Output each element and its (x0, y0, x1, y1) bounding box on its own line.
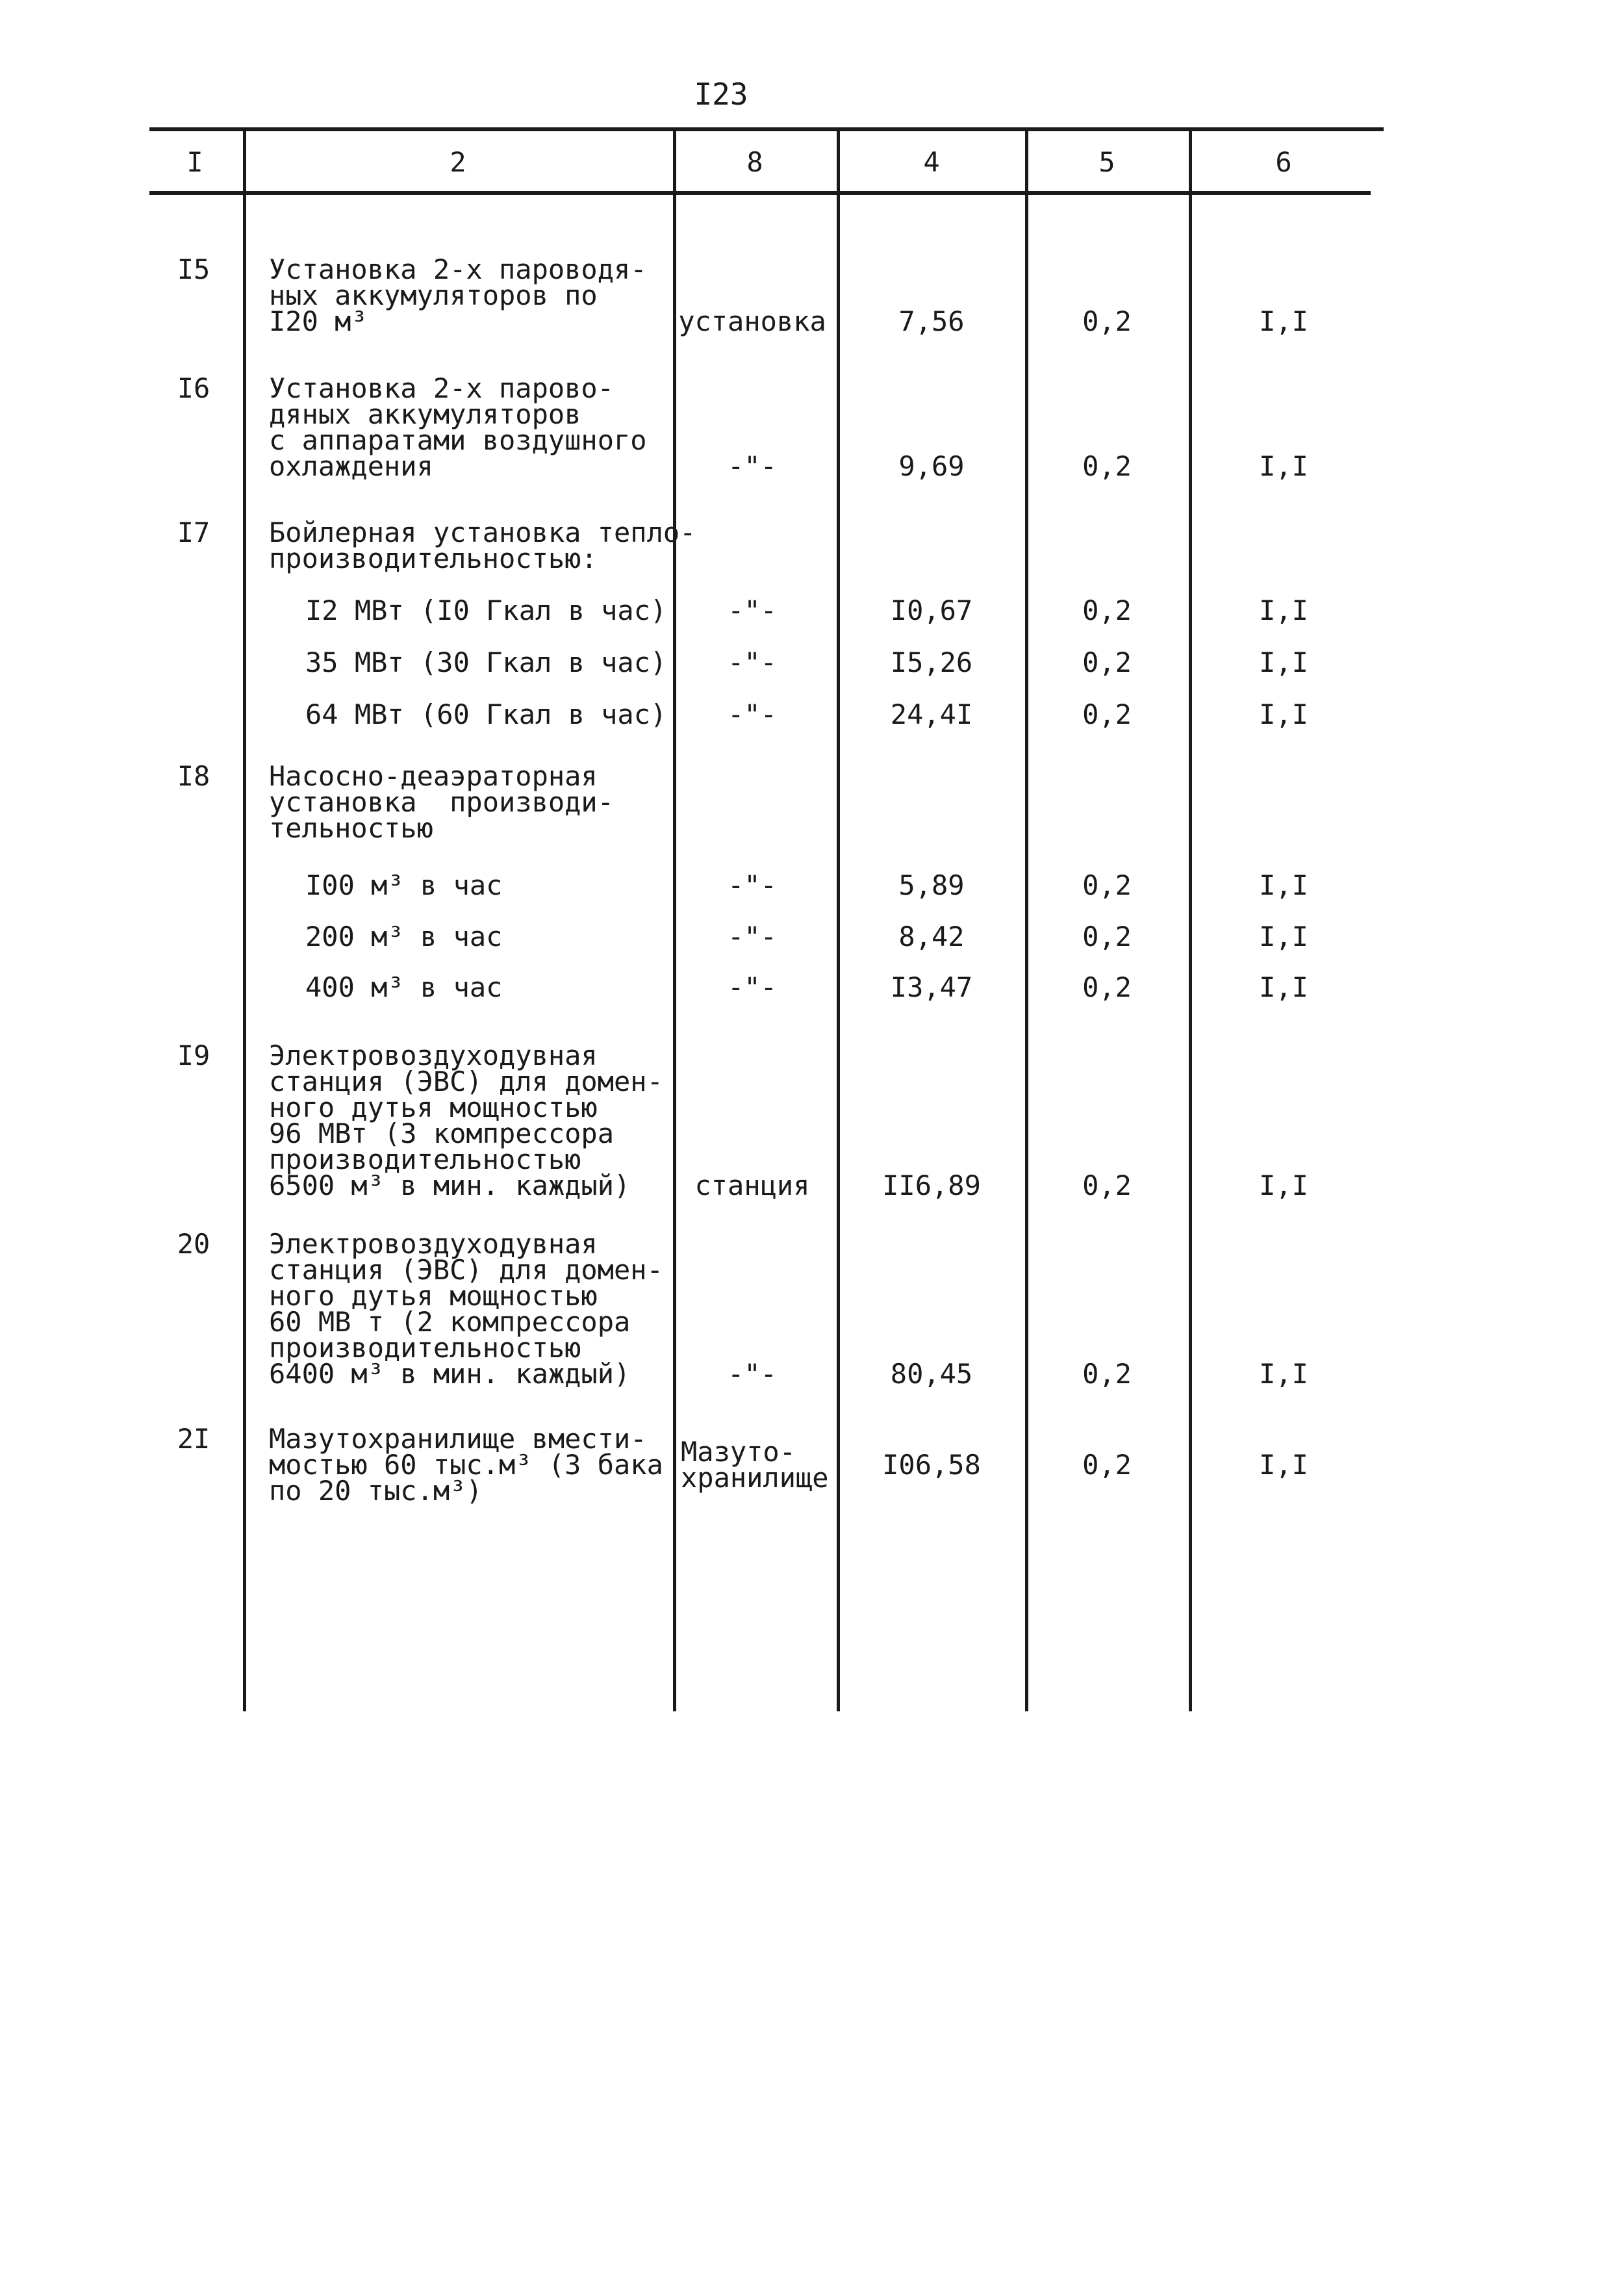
item-description-line: ного дутья мощностью (269, 1280, 598, 1312)
header-col-1: I (186, 146, 203, 178)
item-description-line: ного дутья мощностью (269, 1092, 598, 1123)
value-col-4: I5,26 (890, 646, 973, 678)
value-col-4: 24,4I (890, 698, 973, 730)
unit-of-measure: -"- (728, 921, 777, 952)
value-col-5: 0,2 (1082, 1169, 1132, 1201)
column-divider (1189, 129, 1192, 1711)
value-col-6: I,I (1259, 1449, 1308, 1481)
value-col-6: I,I (1259, 921, 1308, 952)
item-description-line: 6400 м³ в мин. каждый) (269, 1358, 631, 1390)
unit-of-measure: станция (694, 1169, 810, 1201)
column-divider (837, 129, 840, 1711)
row-number: I9 (177, 1040, 210, 1071)
value-col-5: 0,2 (1082, 1449, 1132, 1481)
item-description-line: ных аккумуляторов по (269, 279, 598, 311)
header-col-6: 6 (1275, 146, 1292, 178)
header-col-3: 8 (746, 146, 763, 178)
header-col-2: 2 (450, 146, 466, 178)
row-number: I8 (177, 760, 210, 792)
unit-of-measure: -"- (728, 594, 777, 626)
table-top-rule (149, 127, 1384, 131)
item-description-line: охлаждения (269, 450, 433, 482)
item-description-line: 60 МВ т (2 компрессора (269, 1306, 631, 1338)
row-number: I7 (177, 517, 210, 548)
value-col-4: 8,42 (898, 921, 965, 952)
item-description-line: производительностью (269, 1332, 581, 1364)
item-description-line: 6500 м³ в мин. каждый) (269, 1169, 631, 1201)
value-col-6: I,I (1259, 1169, 1308, 1201)
item-description-line: I20 м³ (269, 305, 368, 337)
row-number: 20 (177, 1228, 210, 1260)
item-description-line: производительностью: (269, 543, 598, 574)
unit-of-measure: -"- (728, 698, 777, 730)
item-description-line: установка производи- (269, 786, 615, 818)
value-col-6: I,I (1259, 594, 1308, 626)
value-col-4: II6,89 (882, 1169, 981, 1201)
item-subentry: 35 МВт (30 Гкал в час) (305, 646, 667, 678)
item-description-line: дяных аккумуляторов (269, 398, 581, 430)
item-description-line: 96 МВт (3 компрессора (269, 1118, 615, 1149)
value-col-4: I0,67 (890, 594, 973, 626)
unit-of-measure: -"- (728, 450, 777, 482)
column-divider (1025, 129, 1028, 1711)
table-header-rule (149, 191, 1371, 195)
value-col-4: 5,89 (898, 869, 965, 901)
unit-of-measure-line: Мазуто- (681, 1436, 796, 1468)
value-col-5: 0,2 (1082, 869, 1132, 901)
row-number: 2I (177, 1423, 210, 1455)
unit-of-measure: установка (678, 305, 826, 337)
unit-of-measure: -"- (728, 971, 777, 1003)
unit-of-measure: -"- (728, 869, 777, 901)
value-col-5: 0,2 (1082, 305, 1132, 337)
value-col-5: 0,2 (1082, 971, 1132, 1003)
row-number: I5 (177, 253, 210, 285)
item-description-line: Бойлерная установка тепло- (269, 517, 696, 548)
item-description-line: Насосно-деаэраторная (269, 760, 598, 792)
unit-of-measure: -"- (728, 646, 777, 678)
item-description-line: Электровоздуходувная (269, 1040, 598, 1071)
value-col-5: 0,2 (1082, 698, 1132, 730)
value-col-5: 0,2 (1082, 921, 1132, 952)
item-description-line: тельностью (269, 812, 433, 844)
value-col-6: I,I (1259, 971, 1308, 1003)
page-number: I23 (694, 77, 748, 112)
value-col-6: I,I (1259, 305, 1308, 337)
value-col-6: I,I (1259, 869, 1308, 901)
column-divider (243, 129, 246, 1711)
item-description-line: станция (ЭВС) для домен- (269, 1254, 663, 1286)
value-col-4: 9,69 (898, 450, 965, 482)
value-col-4: 7,56 (898, 305, 965, 337)
item-description-line: мостью 60 тыс.м³ (3 бака (269, 1449, 663, 1481)
unit-of-measure-line: хранилище (681, 1462, 829, 1494)
item-description-line: с аппаратами воздушного (269, 424, 647, 456)
value-col-6: I,I (1259, 646, 1308, 678)
item-subentry: 200 м³ в час (305, 921, 503, 952)
item-description-line: Установка 2-х парово- (269, 372, 615, 404)
value-col-6: I,I (1259, 1358, 1308, 1390)
item-description-line: по 20 тыс.м³) (269, 1475, 483, 1507)
item-description-line: станция (ЭВС) для домен- (269, 1066, 663, 1097)
item-subentry: 64 МВт (60 Гкал в час) (305, 698, 667, 730)
unit-of-measure: -"- (728, 1358, 777, 1390)
item-subentry: 400 м³ в час (305, 971, 503, 1003)
value-col-4: I3,47 (890, 971, 973, 1003)
item-subentry: I00 м³ в час (305, 869, 503, 901)
value-col-5: 0,2 (1082, 646, 1132, 678)
value-col-5: 0,2 (1082, 450, 1132, 482)
value-col-6: I,I (1259, 450, 1308, 482)
value-col-5: 0,2 (1082, 594, 1132, 626)
item-description-line: производительностью (269, 1144, 581, 1175)
value-col-4: 80,45 (890, 1358, 973, 1390)
value-col-4: I06,58 (882, 1449, 981, 1481)
header-col-5: 5 (1098, 146, 1115, 178)
item-description-line: Мазутохранилище вмести- (269, 1423, 647, 1455)
header-col-4: 4 (923, 146, 940, 178)
value-col-6: I,I (1259, 698, 1308, 730)
item-description-line: Электровоздуходувная (269, 1228, 598, 1260)
item-subentry: I2 МВт (I0 Гкал в час) (305, 594, 667, 626)
value-col-5: 0,2 (1082, 1358, 1132, 1390)
item-description-line: Установка 2-х пароводя- (269, 253, 647, 285)
row-number: I6 (177, 372, 210, 404)
